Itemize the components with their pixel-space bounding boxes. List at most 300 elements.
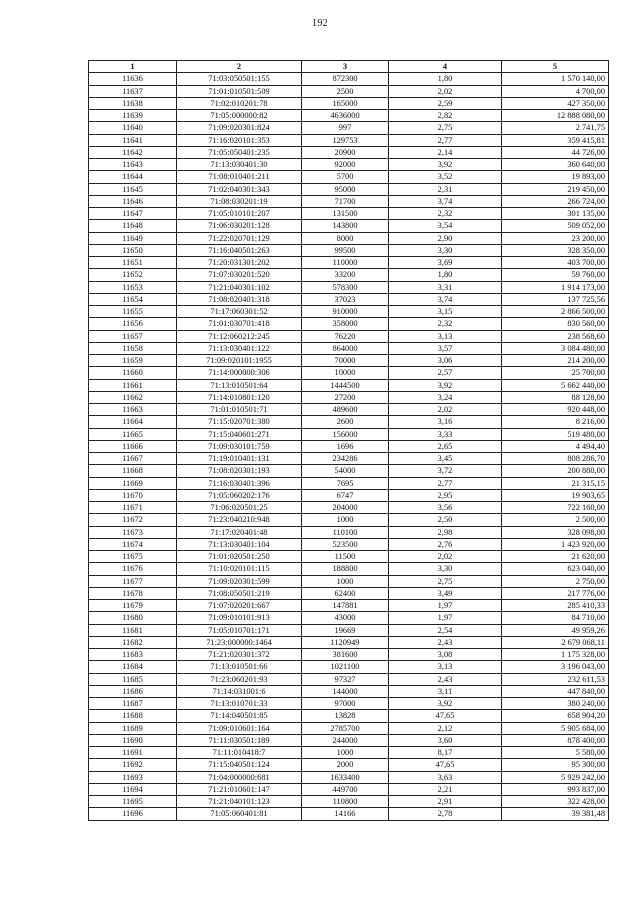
row-number-cell: 11664: [89, 416, 177, 428]
rate-cell: 1,80: [389, 269, 502, 281]
row-number-cell: 11646: [89, 195, 177, 207]
area-cell: 37023: [302, 293, 389, 305]
row-number-cell: 11681: [89, 624, 177, 636]
cadastral-number-cell: 71:16:040501:263: [177, 244, 302, 256]
rate-cell: 2,21: [389, 783, 502, 795]
area-cell: 143800: [302, 220, 389, 232]
rate-cell: 3,63: [389, 771, 502, 783]
cadastral-number-cell: 71:14:040501:85: [177, 710, 302, 722]
cadastral-number-cell: 71:09:020101:1955: [177, 355, 302, 367]
area-cell: 864000: [302, 342, 389, 354]
cadastral-value-table: [88, 60, 609, 821]
area-cell: 449700: [302, 783, 389, 795]
row-number-cell: 11670: [89, 489, 177, 501]
table-row: [89, 453, 609, 465]
cadastral-number-cell: 71:07:020201:667: [177, 600, 302, 612]
cadastral-value-cell: 2 679 068,11: [502, 636, 609, 648]
cadastral-number-cell: 71:13:030401:30: [177, 159, 302, 171]
cadastral-value-cell: 19 903,65: [502, 489, 609, 501]
rate-cell: 3,57: [389, 342, 502, 354]
cadastral-number-cell: 71:11:010418:7: [177, 747, 302, 759]
table-row: [89, 624, 609, 636]
rate-cell: 2,78: [389, 808, 502, 820]
row-number-cell: 11693: [89, 771, 177, 783]
table-row: [89, 85, 609, 97]
row-number-cell: 11684: [89, 661, 177, 673]
table-row: [89, 710, 609, 722]
table-row: [89, 220, 609, 232]
table-row: [89, 379, 609, 391]
area-cell: 5700: [302, 171, 389, 183]
cadastral-value-cell: 8 216,00: [502, 416, 609, 428]
row-number-cell: 11695: [89, 796, 177, 808]
cadastral-value-cell: 88 128,00: [502, 391, 609, 403]
cadastral-value-cell: 5 662 440,00: [502, 379, 609, 391]
cadastral-number-cell: 71:01:010501:71: [177, 404, 302, 416]
rate-cell: 2,91: [389, 796, 502, 808]
rate-cell: 3,72: [389, 465, 502, 477]
cadastral-value-cell: 328 098,00: [502, 526, 609, 538]
rate-cell: 2,77: [389, 134, 502, 146]
table-row: [89, 110, 609, 122]
cadastral-value-cell: 95 300,00: [502, 759, 609, 771]
row-number-cell: 11638: [89, 97, 177, 109]
cadastral-value-cell: 1 423 920,00: [502, 538, 609, 550]
cadastral-value-cell: 380 240,00: [502, 698, 609, 710]
area-cell: 1633400: [302, 771, 389, 783]
row-number-cell: 11666: [89, 440, 177, 452]
rate-cell: 2,82: [389, 110, 502, 122]
area-cell: 381600: [302, 649, 389, 661]
rate-cell: 3,60: [389, 734, 502, 746]
cadastral-value-cell: 266 724,00: [502, 195, 609, 207]
rate-cell: 2,59: [389, 97, 502, 109]
row-number-cell: 11689: [89, 722, 177, 734]
table-row: [89, 73, 609, 85]
cadastral-value-cell: 44 726,00: [502, 146, 609, 158]
rate-cell: 3,30: [389, 563, 502, 575]
cadastral-value-cell: 3 196 043,00: [502, 661, 609, 673]
table-row: [89, 649, 609, 661]
row-number-cell: 11652: [89, 269, 177, 281]
rate-cell: 3,08: [389, 649, 502, 661]
cadastral-value-cell: 322 428,00: [502, 796, 609, 808]
area-cell: 92000: [302, 159, 389, 171]
cadastral-value-cell: 200 880,00: [502, 465, 609, 477]
column-header-1: 1: [89, 61, 177, 73]
area-cell: 872300: [302, 73, 389, 85]
cadastral-number-cell: 71:16:020101:353: [177, 134, 302, 146]
table-row: [89, 281, 609, 293]
row-number-cell: 11657: [89, 330, 177, 342]
cadastral-number-cell: 71:23:060201:93: [177, 673, 302, 685]
table-row: [89, 551, 609, 563]
rate-cell: 3,69: [389, 257, 502, 269]
row-number-cell: 11671: [89, 502, 177, 514]
row-number-cell: 11642: [89, 146, 177, 158]
cadastral-number-cell: 71:08:050501:219: [177, 587, 302, 599]
area-cell: 1696: [302, 440, 389, 452]
row-number-cell: 11682: [89, 636, 177, 648]
cadastral-value-cell: 2 750,00: [502, 575, 609, 587]
cadastral-value-cell: 39 381,48: [502, 808, 609, 820]
row-number-cell: 11639: [89, 110, 177, 122]
rate-cell: 2,02: [389, 85, 502, 97]
cadastral-number-cell: 71:21:020301:372: [177, 649, 302, 661]
area-cell: 99500: [302, 244, 389, 256]
table-row: [89, 526, 609, 538]
row-number-cell: 11679: [89, 600, 177, 612]
area-cell: 997: [302, 122, 389, 134]
row-number-cell: 11650: [89, 244, 177, 256]
cadastral-number-cell: 71:13:030401:122: [177, 342, 302, 354]
area-cell: 95000: [302, 183, 389, 195]
rate-cell: 2,98: [389, 526, 502, 538]
cadastral-value-cell: 519 480,00: [502, 428, 609, 440]
area-cell: 1000: [302, 747, 389, 759]
cadastral-number-cell: 71:08:030201:19: [177, 195, 302, 207]
cadastral-value-cell: 403 700,00: [502, 257, 609, 269]
area-cell: 2785700: [302, 722, 389, 734]
table-row: [89, 636, 609, 648]
rate-cell: 3,24: [389, 391, 502, 403]
rate-cell: 1,80: [389, 73, 502, 85]
table-row: [89, 796, 609, 808]
table-row: [89, 367, 609, 379]
row-number-cell: 11669: [89, 477, 177, 489]
row-number-cell: 11690: [89, 734, 177, 746]
row-number-cell: 11674: [89, 538, 177, 550]
cadastral-number-cell: 71:23:000000:1464: [177, 636, 302, 648]
rate-cell: 3,15: [389, 306, 502, 318]
cadastral-number-cell: 71:13:010501:66: [177, 661, 302, 673]
rate-cell: 2,32: [389, 318, 502, 330]
cadastral-value-cell: 12 888 080,00: [502, 110, 609, 122]
row-number-cell: 11661: [89, 379, 177, 391]
cadastral-value-cell: 509 052,00: [502, 220, 609, 232]
area-cell: 7695: [302, 477, 389, 489]
cadastral-number-cell: 71:08:020301:193: [177, 465, 302, 477]
area-cell: 244000: [302, 734, 389, 746]
row-number-cell: 11668: [89, 465, 177, 477]
cadastral-number-cell: 71:14:010801:120: [177, 391, 302, 403]
area-cell: 358000: [302, 318, 389, 330]
cadastral-value-cell: 25 700,00: [502, 367, 609, 379]
area-cell: 19669: [302, 624, 389, 636]
rate-cell: 47,65: [389, 710, 502, 722]
area-cell: 188800: [302, 563, 389, 575]
rate-cell: 3,49: [389, 587, 502, 599]
rate-cell: 2,12: [389, 722, 502, 734]
cadastral-number-cell: 71:01:020501:250: [177, 551, 302, 563]
area-cell: 204000: [302, 502, 389, 514]
cadastral-number-cell: 71:09:010101:913: [177, 612, 302, 624]
rate-cell: 2,57: [389, 367, 502, 379]
rate-cell: 2,02: [389, 551, 502, 563]
table-row: [89, 122, 609, 134]
rate-cell: 3,74: [389, 293, 502, 305]
area-cell: 97327: [302, 673, 389, 685]
rate-cell: 2,65: [389, 440, 502, 452]
rate-cell: 3,13: [389, 330, 502, 342]
table-row: [89, 257, 609, 269]
cadastral-value-cell: 2 866 500,00: [502, 306, 609, 318]
cadastral-number-cell: 71:10:020101:115: [177, 563, 302, 575]
cadastral-value-cell: 23 200,00: [502, 232, 609, 244]
rate-cell: 2,76: [389, 538, 502, 550]
row-number-cell: 11641: [89, 134, 177, 146]
area-cell: 131500: [302, 208, 389, 220]
cadastral-number-cell: 71:01:030701:418: [177, 318, 302, 330]
table-row: [89, 244, 609, 256]
table-row: [89, 416, 609, 428]
cadastral-number-cell: 71:15:020701:380: [177, 416, 302, 428]
cadastral-number-cell: 71:02:040301:343: [177, 183, 302, 195]
rate-cell: 2,43: [389, 673, 502, 685]
table-row: [89, 502, 609, 514]
rate-cell: 3,06: [389, 355, 502, 367]
rate-cell: 3,31: [389, 281, 502, 293]
area-cell: 578300: [302, 281, 389, 293]
rate-cell: 3,45: [389, 453, 502, 465]
row-number-cell: 11651: [89, 257, 177, 269]
table-row: [89, 759, 609, 771]
rate-cell: 2,77: [389, 477, 502, 489]
row-number-cell: 11658: [89, 342, 177, 354]
cadastral-value-cell: 214 200,00: [502, 355, 609, 367]
row-number-cell: 11678: [89, 587, 177, 599]
table-row: [89, 183, 609, 195]
cadastral-number-cell: 71:05:010701:171: [177, 624, 302, 636]
rate-cell: 3,92: [389, 159, 502, 171]
row-number-cell: 11696: [89, 808, 177, 820]
area-cell: 13828: [302, 710, 389, 722]
row-number-cell: 11685: [89, 673, 177, 685]
area-cell: 10000: [302, 367, 389, 379]
row-number-cell: 11640: [89, 122, 177, 134]
table-row: [89, 587, 609, 599]
row-number-cell: 11688: [89, 710, 177, 722]
rate-cell: 3,56: [389, 502, 502, 514]
cadastral-value-cell: 301 135,00: [502, 208, 609, 220]
area-cell: 2500: [302, 85, 389, 97]
row-number-cell: 11653: [89, 281, 177, 293]
table-row: [89, 538, 609, 550]
table-row: [89, 612, 609, 624]
area-cell: 70000: [302, 355, 389, 367]
rate-cell: 2,43: [389, 636, 502, 648]
cadastral-value-cell: 238 568,60: [502, 330, 609, 342]
column-header-2: 2: [177, 61, 302, 73]
area-cell: 147881: [302, 600, 389, 612]
area-cell: 76220: [302, 330, 389, 342]
row-number-cell: 11692: [89, 759, 177, 771]
rate-cell: 2,95: [389, 489, 502, 501]
table-row: [89, 318, 609, 330]
row-number-cell: 11660: [89, 367, 177, 379]
area-cell: 33200: [302, 269, 389, 281]
row-number-cell: 11656: [89, 318, 177, 330]
area-cell: 1120949: [302, 636, 389, 648]
table-row: [89, 293, 609, 305]
cadastral-value-cell: 830 560,00: [502, 318, 609, 330]
row-number-cell: 11662: [89, 391, 177, 403]
cadastral-value-cell: 5 580,00: [502, 747, 609, 759]
cadastral-value-cell: 447 840,00: [502, 685, 609, 697]
table-row: [89, 734, 609, 746]
cadastral-number-cell: 71:08:010401:211: [177, 171, 302, 183]
rate-cell: 2,31: [389, 183, 502, 195]
cadastral-number-cell: 71:09:020301:824: [177, 122, 302, 134]
rate-cell: 2,75: [389, 122, 502, 134]
area-cell: 110100: [302, 526, 389, 538]
cadastral-number-cell: 71:05:060401:81: [177, 808, 302, 820]
cadastral-number-cell: 71:16:030401:396: [177, 477, 302, 489]
row-number-cell: 11645: [89, 183, 177, 195]
rate-cell: 3,92: [389, 379, 502, 391]
cadastral-number-cell: 71:05:010101:207: [177, 208, 302, 220]
table-row: [89, 97, 609, 109]
row-number-cell: 11672: [89, 514, 177, 526]
cadastral-number-cell: 71:09:010601:164: [177, 722, 302, 734]
area-cell: 156000: [302, 428, 389, 440]
cadastral-number-cell: 71:11:030501:189: [177, 734, 302, 746]
cadastral-value-cell: 722 160,00: [502, 502, 609, 514]
area-cell: 110000: [302, 257, 389, 269]
row-number-cell: 11686: [89, 685, 177, 697]
cadastral-value-cell: 427 350,00: [502, 97, 609, 109]
cadastral-number-cell: 71:08:020401:318: [177, 293, 302, 305]
cadastral-value-cell: 4 494,40: [502, 440, 609, 452]
row-number-cell: 11673: [89, 526, 177, 538]
table-row: [89, 698, 609, 710]
area-cell: 523500: [302, 538, 389, 550]
cadastral-number-cell: 71:14:031001:6: [177, 685, 302, 697]
cadastral-value-cell: 59 760,00: [502, 269, 609, 281]
rate-cell: 1,97: [389, 600, 502, 612]
row-number-cell: 11667: [89, 453, 177, 465]
cadastral-value-cell: 5 929 242,00: [502, 771, 609, 783]
rate-cell: 3,54: [389, 220, 502, 232]
rate-cell: 3,33: [389, 428, 502, 440]
cadastral-number-cell: 71:04:000000:681: [177, 771, 302, 783]
cadastral-value-cell: 19 893,00: [502, 171, 609, 183]
row-number-cell: 11677: [89, 575, 177, 587]
table-row: [89, 477, 609, 489]
table-row: [89, 195, 609, 207]
table-row: [89, 330, 609, 342]
table-row: [89, 489, 609, 501]
area-cell: 165000: [302, 97, 389, 109]
cadastral-number-cell: 71:13:010501:64: [177, 379, 302, 391]
rate-cell: 3,11: [389, 685, 502, 697]
cadastral-value-cell: 137 725,56: [502, 293, 609, 305]
table-row: [89, 404, 609, 416]
area-cell: 6747: [302, 489, 389, 501]
cadastral-number-cell: 71:17:020401:48: [177, 526, 302, 538]
cadastral-number-cell: 71:22:020701:129: [177, 232, 302, 244]
cadastral-number-cell: 71:01:010501:509: [177, 85, 302, 97]
page-number: 192: [312, 18, 328, 29]
row-number-cell: 11663: [89, 404, 177, 416]
table-body: [89, 73, 609, 820]
cadastral-value-cell: 219 450,00: [502, 183, 609, 195]
cadastral-value-cell: 623 040,00: [502, 563, 609, 575]
rate-cell: 3,92: [389, 698, 502, 710]
area-cell: 43000: [302, 612, 389, 624]
column-header-3: 3: [302, 61, 389, 73]
rate-cell: 3,74: [389, 195, 502, 207]
cadastral-value-cell: 21 620,00: [502, 551, 609, 563]
row-number-cell: 11680: [89, 612, 177, 624]
table-row: [89, 208, 609, 220]
area-cell: 1000: [302, 514, 389, 526]
table-row: [89, 232, 609, 244]
cadastral-number-cell: 71:20:031301:202: [177, 257, 302, 269]
area-cell: 4636000: [302, 110, 389, 122]
rate-cell: 1,97: [389, 612, 502, 624]
table-row: [89, 134, 609, 146]
cadastral-number-cell: 71:03:050501:155: [177, 73, 302, 85]
cadastral-value-cell: 3 084 480,00: [502, 342, 609, 354]
table-header-row: [89, 61, 609, 73]
table-row: [89, 391, 609, 403]
table-row: [89, 747, 609, 759]
table-row: [89, 661, 609, 673]
table-row: [89, 342, 609, 354]
cadastral-value-cell: 328 350,00: [502, 244, 609, 256]
rate-cell: 47,65: [389, 759, 502, 771]
rate-cell: 3,30: [389, 244, 502, 256]
table-row: [89, 722, 609, 734]
table-row: [89, 783, 609, 795]
cadastral-number-cell: 71:15:040601:271: [177, 428, 302, 440]
table-row: [89, 563, 609, 575]
cadastral-value-cell: 5 905 684,00: [502, 722, 609, 734]
rate-cell: 3,16: [389, 416, 502, 428]
table-row: [89, 355, 609, 367]
rate-cell: 2,90: [389, 232, 502, 244]
table-row: [89, 575, 609, 587]
rate-cell: 2,02: [389, 404, 502, 416]
cadastral-value-cell: 2 741,75: [502, 122, 609, 134]
area-cell: 234286: [302, 453, 389, 465]
table-row: [89, 171, 609, 183]
rate-cell: 2,14: [389, 146, 502, 158]
cadastral-value-cell: 21 315,15: [502, 477, 609, 489]
row-number-cell: 11647: [89, 208, 177, 220]
rate-cell: 3,52: [389, 171, 502, 183]
row-number-cell: 11694: [89, 783, 177, 795]
row-number-cell: 11691: [89, 747, 177, 759]
cadastral-number-cell: 71:13:010701:33: [177, 698, 302, 710]
table-row: [89, 771, 609, 783]
row-number-cell: 11655: [89, 306, 177, 318]
area-cell: 71700: [302, 195, 389, 207]
table-row: [89, 440, 609, 452]
cadastral-number-cell: 71:09:030101:759: [177, 440, 302, 452]
area-cell: 489600: [302, 404, 389, 416]
cadastral-value-cell: 993 837,00: [502, 783, 609, 795]
cadastral-number-cell: 71:05:060202:176: [177, 489, 302, 501]
table-row: [89, 306, 609, 318]
cadastral-value-cell: 217 776,00: [502, 587, 609, 599]
area-cell: 14166: [302, 808, 389, 820]
row-number-cell: 11644: [89, 171, 177, 183]
cadastral-value-cell: 658 904,20: [502, 710, 609, 722]
cadastral-value-cell: 808 286,70: [502, 453, 609, 465]
area-cell: 8000: [302, 232, 389, 244]
